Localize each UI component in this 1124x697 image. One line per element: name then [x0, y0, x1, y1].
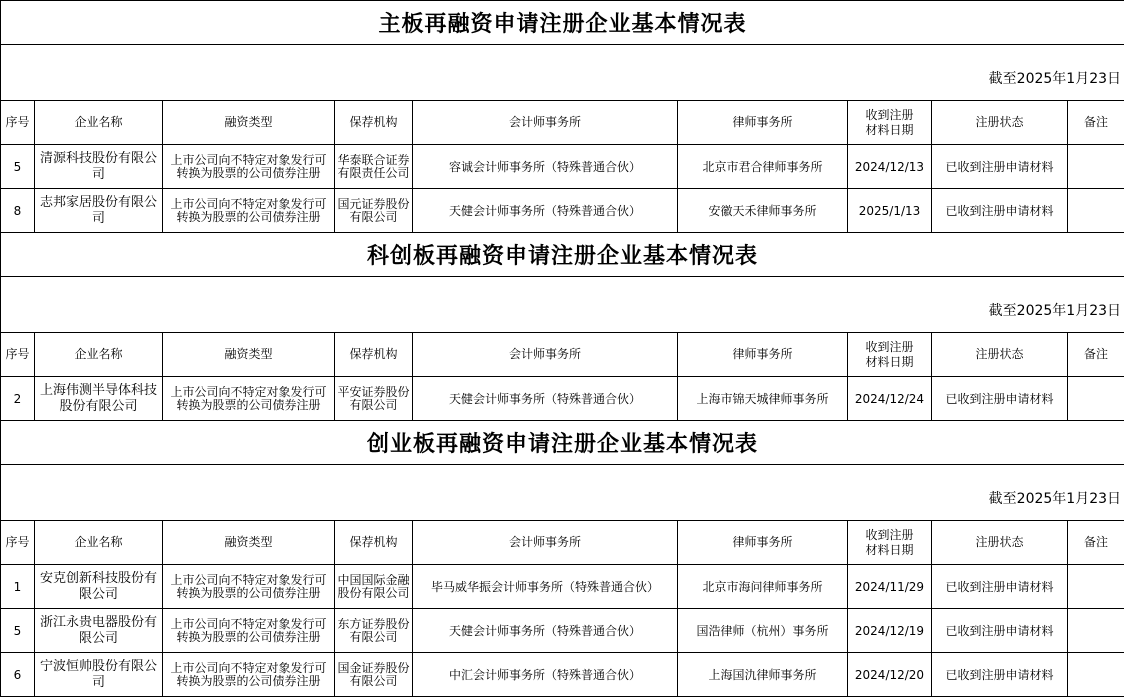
column-header: 收到注册 材料日期 [848, 333, 932, 377]
table-cell-0 [1, 145, 35, 189]
cell-text: 中国国际金融股份有限公司 [337, 574, 410, 600]
cell-text: 上海国氿律师事务所 [678, 668, 847, 682]
column-header: 会计师事务所 [413, 333, 678, 377]
column-header: 序号 [1, 521, 35, 565]
table-cell-5 [678, 189, 848, 233]
table-cell-0 [1, 609, 35, 653]
column-header: 序号 [1, 101, 35, 145]
cell-text: 安克创新科技股份有限公司 [37, 571, 160, 603]
table-cell-4 [413, 565, 678, 609]
section-title: 主板再融资申请注册企业基本情况表 [1, 1, 1124, 45]
cell-text: 毕马威华振会计师事务所（特殊普通合伙） [413, 580, 677, 594]
cell-text: 上市公司向不特定对象发行可转换为股票的公司债券注册 [165, 662, 332, 688]
column-header: 融资类型 [163, 333, 335, 377]
table-header-row [1, 333, 1124, 377]
table-row [1, 377, 1124, 421]
cell-text: 容诚会计师事务所（特殊普通合伙） [413, 160, 677, 174]
column-header: 注册状态 [932, 333, 1068, 377]
cell-text: 1 [1, 580, 34, 594]
cell-text: 已收到注册申请材料 [932, 668, 1067, 682]
as-of-row [1, 277, 1124, 333]
as-of-date: 截至2025年1月23日 [1, 45, 1124, 101]
table-cell-3 [335, 145, 413, 189]
cell-text: 国浩律师（杭州）事务所 [678, 624, 847, 638]
table-cell-2 [163, 189, 335, 233]
table-cell-5 [678, 609, 848, 653]
table-cell-2 [163, 145, 335, 189]
section-title: 科创板再融资申请注册企业基本情况表 [1, 233, 1124, 277]
as-of-row [1, 465, 1124, 521]
column-header: 律师事务所 [678, 101, 848, 145]
column-header: 会计师事务所 [413, 521, 678, 565]
table-cell-1 [35, 565, 163, 609]
cell-text: 2024/12/19 [848, 624, 931, 638]
table-cell-4 [413, 377, 678, 421]
table-cell-2 [163, 653, 335, 697]
table-cell-6 [848, 377, 932, 421]
table-cell-7 [932, 189, 1068, 233]
table-cell-0 [1, 565, 35, 609]
table-cell-7 [932, 145, 1068, 189]
table-cell-7 [932, 565, 1068, 609]
cell-text: 5 [1, 624, 34, 638]
column-header: 序号 [1, 333, 35, 377]
cell-text: 志邦家居股份有限公司 [37, 195, 160, 227]
section-title: 创业板再融资申请注册企业基本情况表 [1, 421, 1124, 465]
table-cell-2 [163, 565, 335, 609]
section-title-row [1, 1, 1124, 45]
column-header: 注册状态 [932, 521, 1068, 565]
table-cell-8 [1068, 653, 1124, 697]
cell-text: 2 [1, 392, 34, 406]
table-cell-1 [35, 377, 163, 421]
table-cell-2 [163, 377, 335, 421]
cell-text: 2024/11/29 [848, 580, 931, 594]
table-row [1, 189, 1124, 233]
table-cell-8 [1068, 377, 1124, 421]
as-of-date: 截至2025年1月23日 [1, 277, 1124, 333]
cell-text: 2024/12/20 [848, 668, 931, 682]
section-title-row [1, 421, 1124, 465]
table-cell-5 [678, 565, 848, 609]
cell-text: 国金证券股份有限公司 [337, 662, 410, 688]
column-header: 收到注册 材料日期 [848, 521, 932, 565]
table-cell-4 [413, 189, 678, 233]
cell-text: 8 [1, 204, 34, 218]
cell-text: 安徽天禾律师事务所 [678, 204, 847, 218]
column-header: 保荐机构 [335, 521, 413, 565]
column-header: 保荐机构 [335, 333, 413, 377]
as-of-row [1, 45, 1124, 101]
table-row [1, 609, 1124, 653]
column-header: 收到注册 材料日期 [848, 101, 932, 145]
cell-text: 平安证券股份有限公司 [337, 386, 410, 412]
table-cell-4 [413, 145, 678, 189]
table-cell-3 [335, 565, 413, 609]
cell-text: 已收到注册申请材料 [932, 160, 1067, 174]
cell-text: 北京市海问律师事务所 [678, 580, 847, 594]
cell-text: 上海市锦天城律师事务所 [678, 392, 847, 406]
table-cell-7 [932, 377, 1068, 421]
table-cell-8 [1068, 145, 1124, 189]
table-header-row [1, 521, 1124, 565]
column-header: 备注 [1068, 101, 1124, 145]
column-header: 保荐机构 [335, 101, 413, 145]
table-cell-1 [35, 189, 163, 233]
cell-text: 北京市君合律师事务所 [678, 160, 847, 174]
table-cell-3 [335, 377, 413, 421]
table-cell-0 [1, 653, 35, 697]
cell-text: 上市公司向不特定对象发行可转换为股票的公司债券注册 [165, 198, 332, 224]
table-cell-7 [932, 653, 1068, 697]
table-cell-5 [678, 653, 848, 697]
cell-text: 清源科技股份有限公司 [37, 151, 160, 183]
column-header: 融资类型 [163, 101, 335, 145]
table-cell-6 [848, 653, 932, 697]
table-row [1, 145, 1124, 189]
cell-text: 6 [1, 668, 34, 682]
cell-text: 已收到注册申请材料 [932, 392, 1067, 406]
cell-text: 上市公司向不特定对象发行可转换为股票的公司债券注册 [165, 574, 332, 600]
cell-text: 5 [1, 160, 34, 174]
table-cell-1 [35, 609, 163, 653]
cell-text: 已收到注册申请材料 [932, 204, 1067, 218]
column-header: 企业名称 [35, 521, 163, 565]
table-cell-3 [335, 653, 413, 697]
column-header: 律师事务所 [678, 521, 848, 565]
table-cell-6 [848, 145, 932, 189]
table-cell-8 [1068, 565, 1124, 609]
table-cell-6 [848, 189, 932, 233]
column-header: 备注 [1068, 521, 1124, 565]
cell-text: 2024/12/13 [848, 160, 931, 174]
cell-text: 上市公司向不特定对象发行可转换为股票的公司债券注册 [165, 386, 332, 412]
table-cell-6 [848, 565, 932, 609]
cell-text: 华泰联合证券有限责任公司 [337, 154, 410, 180]
table-cell-1 [35, 145, 163, 189]
cell-text: 已收到注册申请材料 [932, 580, 1067, 594]
cell-text: 2025/1/13 [848, 204, 931, 218]
column-header: 会计师事务所 [413, 101, 678, 145]
column-header: 注册状态 [932, 101, 1068, 145]
section-title-row [1, 233, 1124, 277]
table-cell-5 [678, 145, 848, 189]
cell-text: 已收到注册申请材料 [932, 624, 1067, 638]
table-row [1, 653, 1124, 697]
table-cell-0 [1, 377, 35, 421]
column-header: 融资类型 [163, 521, 335, 565]
cell-text: 国元证券股份有限公司 [337, 198, 410, 224]
cell-text: 天健会计师事务所（特殊普通合伙） [413, 204, 677, 218]
cell-text: 天健会计师事务所（特殊普通合伙） [413, 392, 677, 406]
table-cell-2 [163, 609, 335, 653]
table-cell-0 [1, 189, 35, 233]
table-cell-4 [413, 653, 678, 697]
table-cell-7 [932, 609, 1068, 653]
table-cell-5 [678, 377, 848, 421]
column-header: 企业名称 [35, 333, 163, 377]
table-row [1, 565, 1124, 609]
cell-text: 东方证券股份有限公司 [337, 618, 410, 644]
column-header: 律师事务所 [678, 333, 848, 377]
cell-text: 宁波恒帅股份有限公司 [37, 659, 160, 691]
table-cell-3 [335, 189, 413, 233]
cell-text: 2024/12/24 [848, 392, 931, 406]
table-cell-3 [335, 609, 413, 653]
table-header-row [1, 101, 1124, 145]
column-header: 备注 [1068, 333, 1124, 377]
column-header: 企业名称 [35, 101, 163, 145]
table-cell-8 [1068, 609, 1124, 653]
cell-text: 上市公司向不特定对象发行可转换为股票的公司债券注册 [165, 154, 332, 180]
cell-text: 浙江永贵电器股份有限公司 [37, 615, 160, 647]
as-of-date: 截至2025年1月23日 [1, 465, 1124, 521]
table-cell-8 [1068, 189, 1124, 233]
cell-text: 上市公司向不特定对象发行可转换为股票的公司债券注册 [165, 618, 332, 644]
table-cell-6 [848, 609, 932, 653]
cell-text: 天健会计师事务所（特殊普通合伙） [413, 624, 677, 638]
table-cell-1 [35, 653, 163, 697]
cell-text: 上海伟测半导体科技股份有限公司 [37, 383, 160, 415]
cell-text: 中汇会计师事务所（特殊普通合伙） [413, 668, 677, 682]
table-cell-4 [413, 609, 678, 653]
